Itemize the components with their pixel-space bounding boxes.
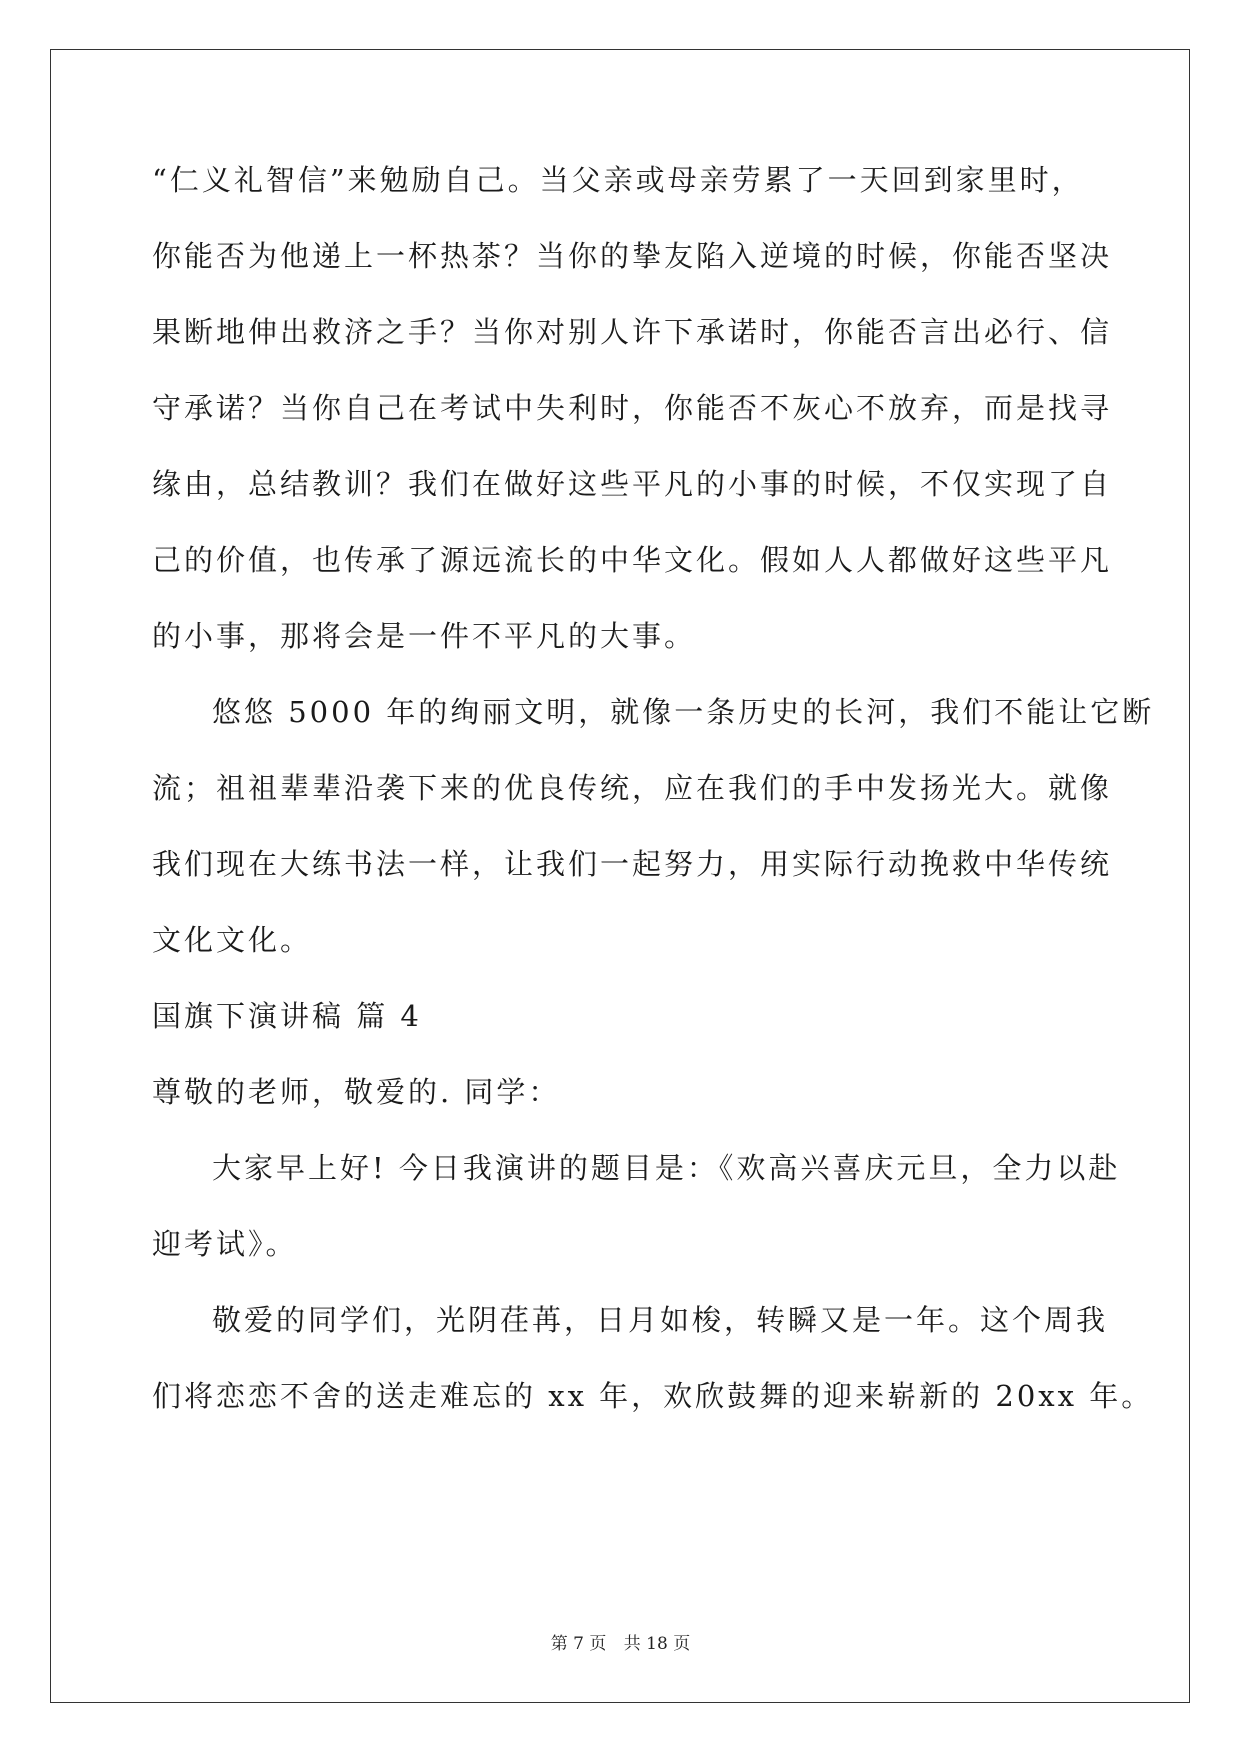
text-line: 己的价值，也传承了源远流长的中华文化。假如人人都做好这些平凡 xyxy=(152,543,1113,577)
text-line: 大家早上好! 今日我演讲的题目是：《欢高兴喜庆元旦，全力以赴 xyxy=(212,1151,1121,1185)
text-line: 果断地伸出救济之手？当你对别人许下承诺时，你能否言出必行、信 xyxy=(152,315,1113,349)
text-line: 的小事，那将会是一件不平凡的大事。 xyxy=(152,619,697,653)
text-line: 缘由，总结教训？我们在做好这些平凡的小事的时候，不仅实现了自 xyxy=(152,467,1113,501)
text-line: 敬爱的同学们，光阴荏苒，日月如梭，转瞬又是一年。这个周我 xyxy=(212,1303,1109,1337)
text-line: 流；祖祖辈辈沿袭下来的优良传统，应在我们的手中发扬光大。就像 xyxy=(152,771,1113,805)
page-footer xyxy=(0,1632,1241,1656)
salutation: 尊敬的老师，敬爱的. 同学： xyxy=(152,1075,561,1109)
section-heading: 国旗下演讲稿 篇 4 xyxy=(152,999,422,1033)
text-line: 们将恋恋不舍的送走难忘的 xx 年，欢欣鼓舞的迎来崭新的 20xx 年。 xyxy=(152,1379,1154,1413)
text-line: 你能否为他递上一杯热茶？当你的挚友陷入逆境的时候，你能否坚决 xyxy=(152,239,1113,273)
text-line: 我们现在大练书法一样，让我们一起努力，用实际行动挽救中华传统 xyxy=(152,847,1113,881)
page-number: 第 7 页 xyxy=(550,1634,607,1654)
text-line: 悠悠 5000 年的绚丽文明，就像一条历史的长河，我们不能让它断 xyxy=(212,695,1155,729)
text-line: 守承诺？当你自己在考试中失利时，你能否不灰心不放弃，而是找寻 xyxy=(152,391,1113,425)
text-line: 文化文化。 xyxy=(152,923,313,957)
text-line: “仁义礼智信”来勉励自己。当父亲或母亲劳累了一天回到家里时， xyxy=(152,163,1084,197)
page-total: 共 18 页 xyxy=(623,1634,691,1654)
text-line: 迎考试》。 xyxy=(152,1227,298,1261)
